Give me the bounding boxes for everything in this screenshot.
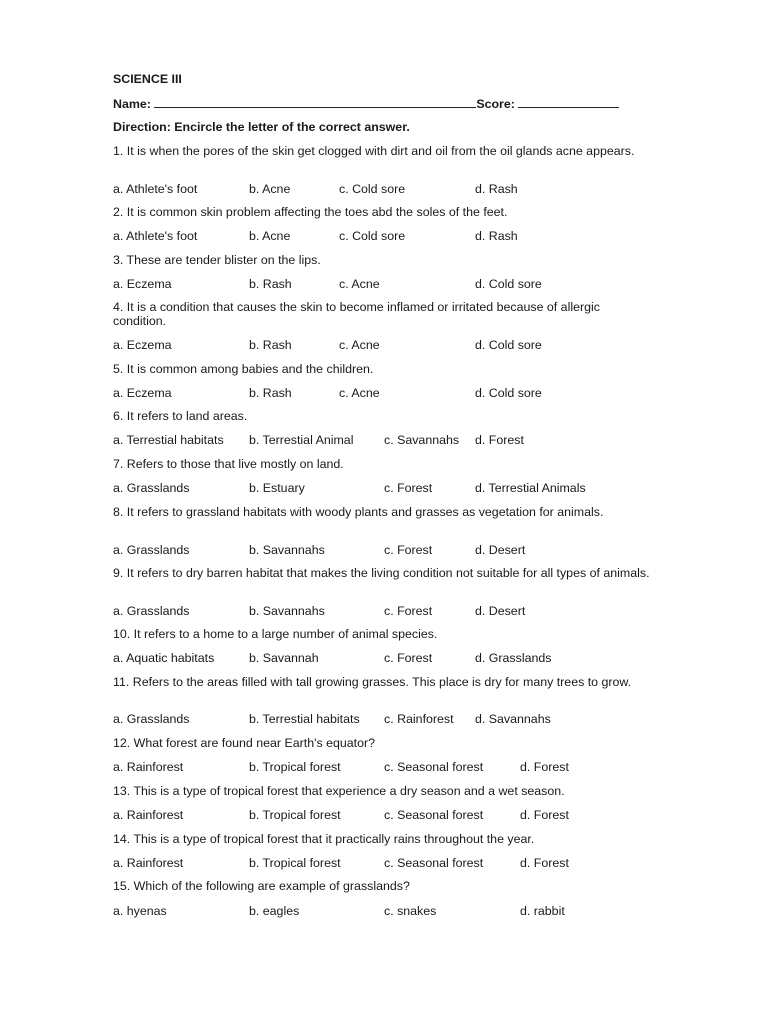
question-5-option-d[interactable]: d. Cold sore [475, 386, 542, 400]
question-1-option-c[interactable]: c. Cold sore [339, 182, 406, 196]
name-blank-line [154, 96, 476, 108]
question-12-option-c[interactable]: c. Seasonal forest [384, 760, 484, 774]
question-2-text: 2. It is common skin problem affecting the toes abd the soles of the feet. [113, 205, 508, 219]
question-6-option-d[interactable]: d. Forest [475, 433, 524, 447]
question-12-text: 12. What forest are found near Earth's equator? [113, 736, 376, 750]
question-6-text: 6. It refers to land areas. [113, 409, 248, 423]
question-15-option-c[interactable]: c. snakes [384, 904, 437, 918]
question-2-option-a[interactable]: a. Athlete's foot [113, 229, 198, 243]
question-12-option-b[interactable]: b. Tropical forest [249, 760, 341, 774]
question-3-option-a[interactable]: a. Eczema [113, 277, 172, 291]
question-14-option-a[interactable]: a. Rainforest [113, 856, 184, 870]
question-10-text: 10. It refers to a home to a large number of animal species. [113, 627, 438, 641]
question-8-option-d[interactable]: d. Desert [475, 543, 526, 557]
question-4-option-d[interactable]: d. Cold sore [475, 338, 542, 352]
question-11-option-c[interactable]: c. Rainforest [384, 712, 454, 726]
question-1-option-b[interactable]: b. Acne [249, 182, 291, 196]
question-5-option-b[interactable]: b. Rash [249, 386, 292, 400]
question-12-option-d[interactable]: d. Forest [520, 760, 569, 774]
question-15-option-d[interactable]: d. rabbit [520, 904, 565, 918]
question-7-option-b[interactable]: b. Estuary [249, 481, 305, 495]
question-2-option-b[interactable]: b. Acne [249, 229, 291, 243]
question-10-option-b[interactable]: b. Savannah [249, 651, 319, 665]
question-4-option-c[interactable]: c. Acne [339, 338, 380, 352]
question-14-option-d[interactable]: d. Forest [520, 856, 569, 870]
question-12-option-a[interactable]: a. Rainforest [113, 760, 184, 774]
question-13-option-c[interactable]: c. Seasonal forest [384, 808, 484, 822]
question-13-option-d[interactable]: d. Forest [520, 808, 569, 822]
question-5-option-a[interactable]: a. Eczema [113, 386, 172, 400]
question-8-option-c[interactable]: c. Forest [384, 543, 433, 557]
question-11-text: 11. Refers to the areas filled with tall growing grasses. This place is dry for many trees to grow. [113, 675, 632, 689]
question-2-option-c[interactable]: c. Cold sore [339, 229, 406, 243]
question-6-option-c[interactable]: c. Savannahs [384, 433, 460, 447]
name-label: Name: [113, 97, 151, 111]
score-blank-line [518, 96, 619, 108]
question-1-text: 1. It is when the pores of the skin get clogged with dirt and oil from the oil glands acne appears. [113, 144, 635, 158]
question-11-option-d[interactable]: d. Savannahs [475, 712, 551, 726]
question-9-option-d[interactable]: d. Desert [475, 604, 526, 618]
question-7-option-a[interactable]: a. Grasslands [113, 481, 190, 495]
question-5-text: 5. It is common among babies and the children. [113, 362, 374, 376]
question-15-option-b[interactable]: b. eagles [249, 904, 300, 918]
question-9-text: 9. It refers to dry barren habitat that makes the living condition not suitable for all types of animals. [113, 566, 650, 580]
question-3-option-d[interactable]: d. Cold sore [475, 277, 542, 291]
question-11-option-a[interactable]: a. Grasslands [113, 712, 190, 726]
question-9-option-a[interactable]: a. Grasslands [113, 604, 190, 618]
page-title: SCIENCE III [113, 72, 182, 86]
question-13-option-a[interactable]: a. Rainforest [113, 808, 184, 822]
directions: Direction: Encircle the letter of the correct answer. [113, 120, 410, 134]
question-8-option-a[interactable]: a. Grasslands [113, 543, 190, 557]
question-15-text: 15. Which of the following are example of grasslands? [113, 879, 410, 893]
question-10-option-c[interactable]: c. Forest [384, 651, 433, 665]
question-8-option-b[interactable]: b. Savannahs [249, 543, 325, 557]
question-14-text: 14. This is a type of tropical forest that it practically rains throughout the year. [113, 832, 535, 846]
question-7-option-c[interactable]: c. Forest [384, 481, 433, 495]
question-3-option-c[interactable]: c. Acne [339, 277, 380, 291]
question-4-option-b[interactable]: b. Rash [249, 338, 292, 352]
question-9-option-b[interactable]: b. Savannahs [249, 604, 325, 618]
question-15-option-a[interactable]: a. hyenas [113, 904, 167, 918]
question-7-option-d[interactable]: d. Terrestial Animals [475, 481, 586, 495]
question-6-option-b[interactable]: b. Terrestial Animal [249, 433, 354, 447]
question-1-option-d[interactable]: d. Rash [475, 182, 518, 196]
question-10-option-d[interactable]: d. Grasslands [475, 651, 552, 665]
question-8-text: 8. It refers to grassland habitats with woody plants and grasses as vegetation for animals. [113, 505, 604, 519]
question-3-option-b[interactable]: b. Rash [249, 277, 292, 291]
question-4-text: 4. It is a condition that causes the skin to become inflamed or irritated because of allergic condition. [113, 300, 600, 328]
score-label: Score: [476, 97, 515, 111]
name-score-row [113, 96, 619, 111]
question-7-text: 7. Refers to those that live mostly on land. [113, 457, 344, 471]
question-14-option-c[interactable]: c. Seasonal forest [384, 856, 484, 870]
question-9-option-c[interactable]: c. Forest [384, 604, 433, 618]
question-11-option-b[interactable]: b. Terrestial habitats [249, 712, 360, 726]
question-6-option-a[interactable]: a. Terrestial habitats [113, 433, 224, 447]
question-14-option-b[interactable]: b. Tropical forest [249, 856, 341, 870]
question-5-option-c[interactable]: c. Acne [339, 386, 380, 400]
question-2-option-d[interactable]: d. Rash [475, 229, 518, 243]
question-13-option-b[interactable]: b. Tropical forest [249, 808, 341, 822]
question-1-option-a[interactable]: a. Athlete's foot [113, 182, 198, 196]
question-3-text: 3. These are tender blister on the lips. [113, 253, 321, 267]
question-4-option-a[interactable]: a. Eczema [113, 338, 172, 352]
question-10-option-a[interactable]: a. Aquatic habitats [113, 651, 215, 665]
question-13-text: 13. This is a type of tropical forest that experience a dry season and a wet season. [113, 784, 565, 798]
